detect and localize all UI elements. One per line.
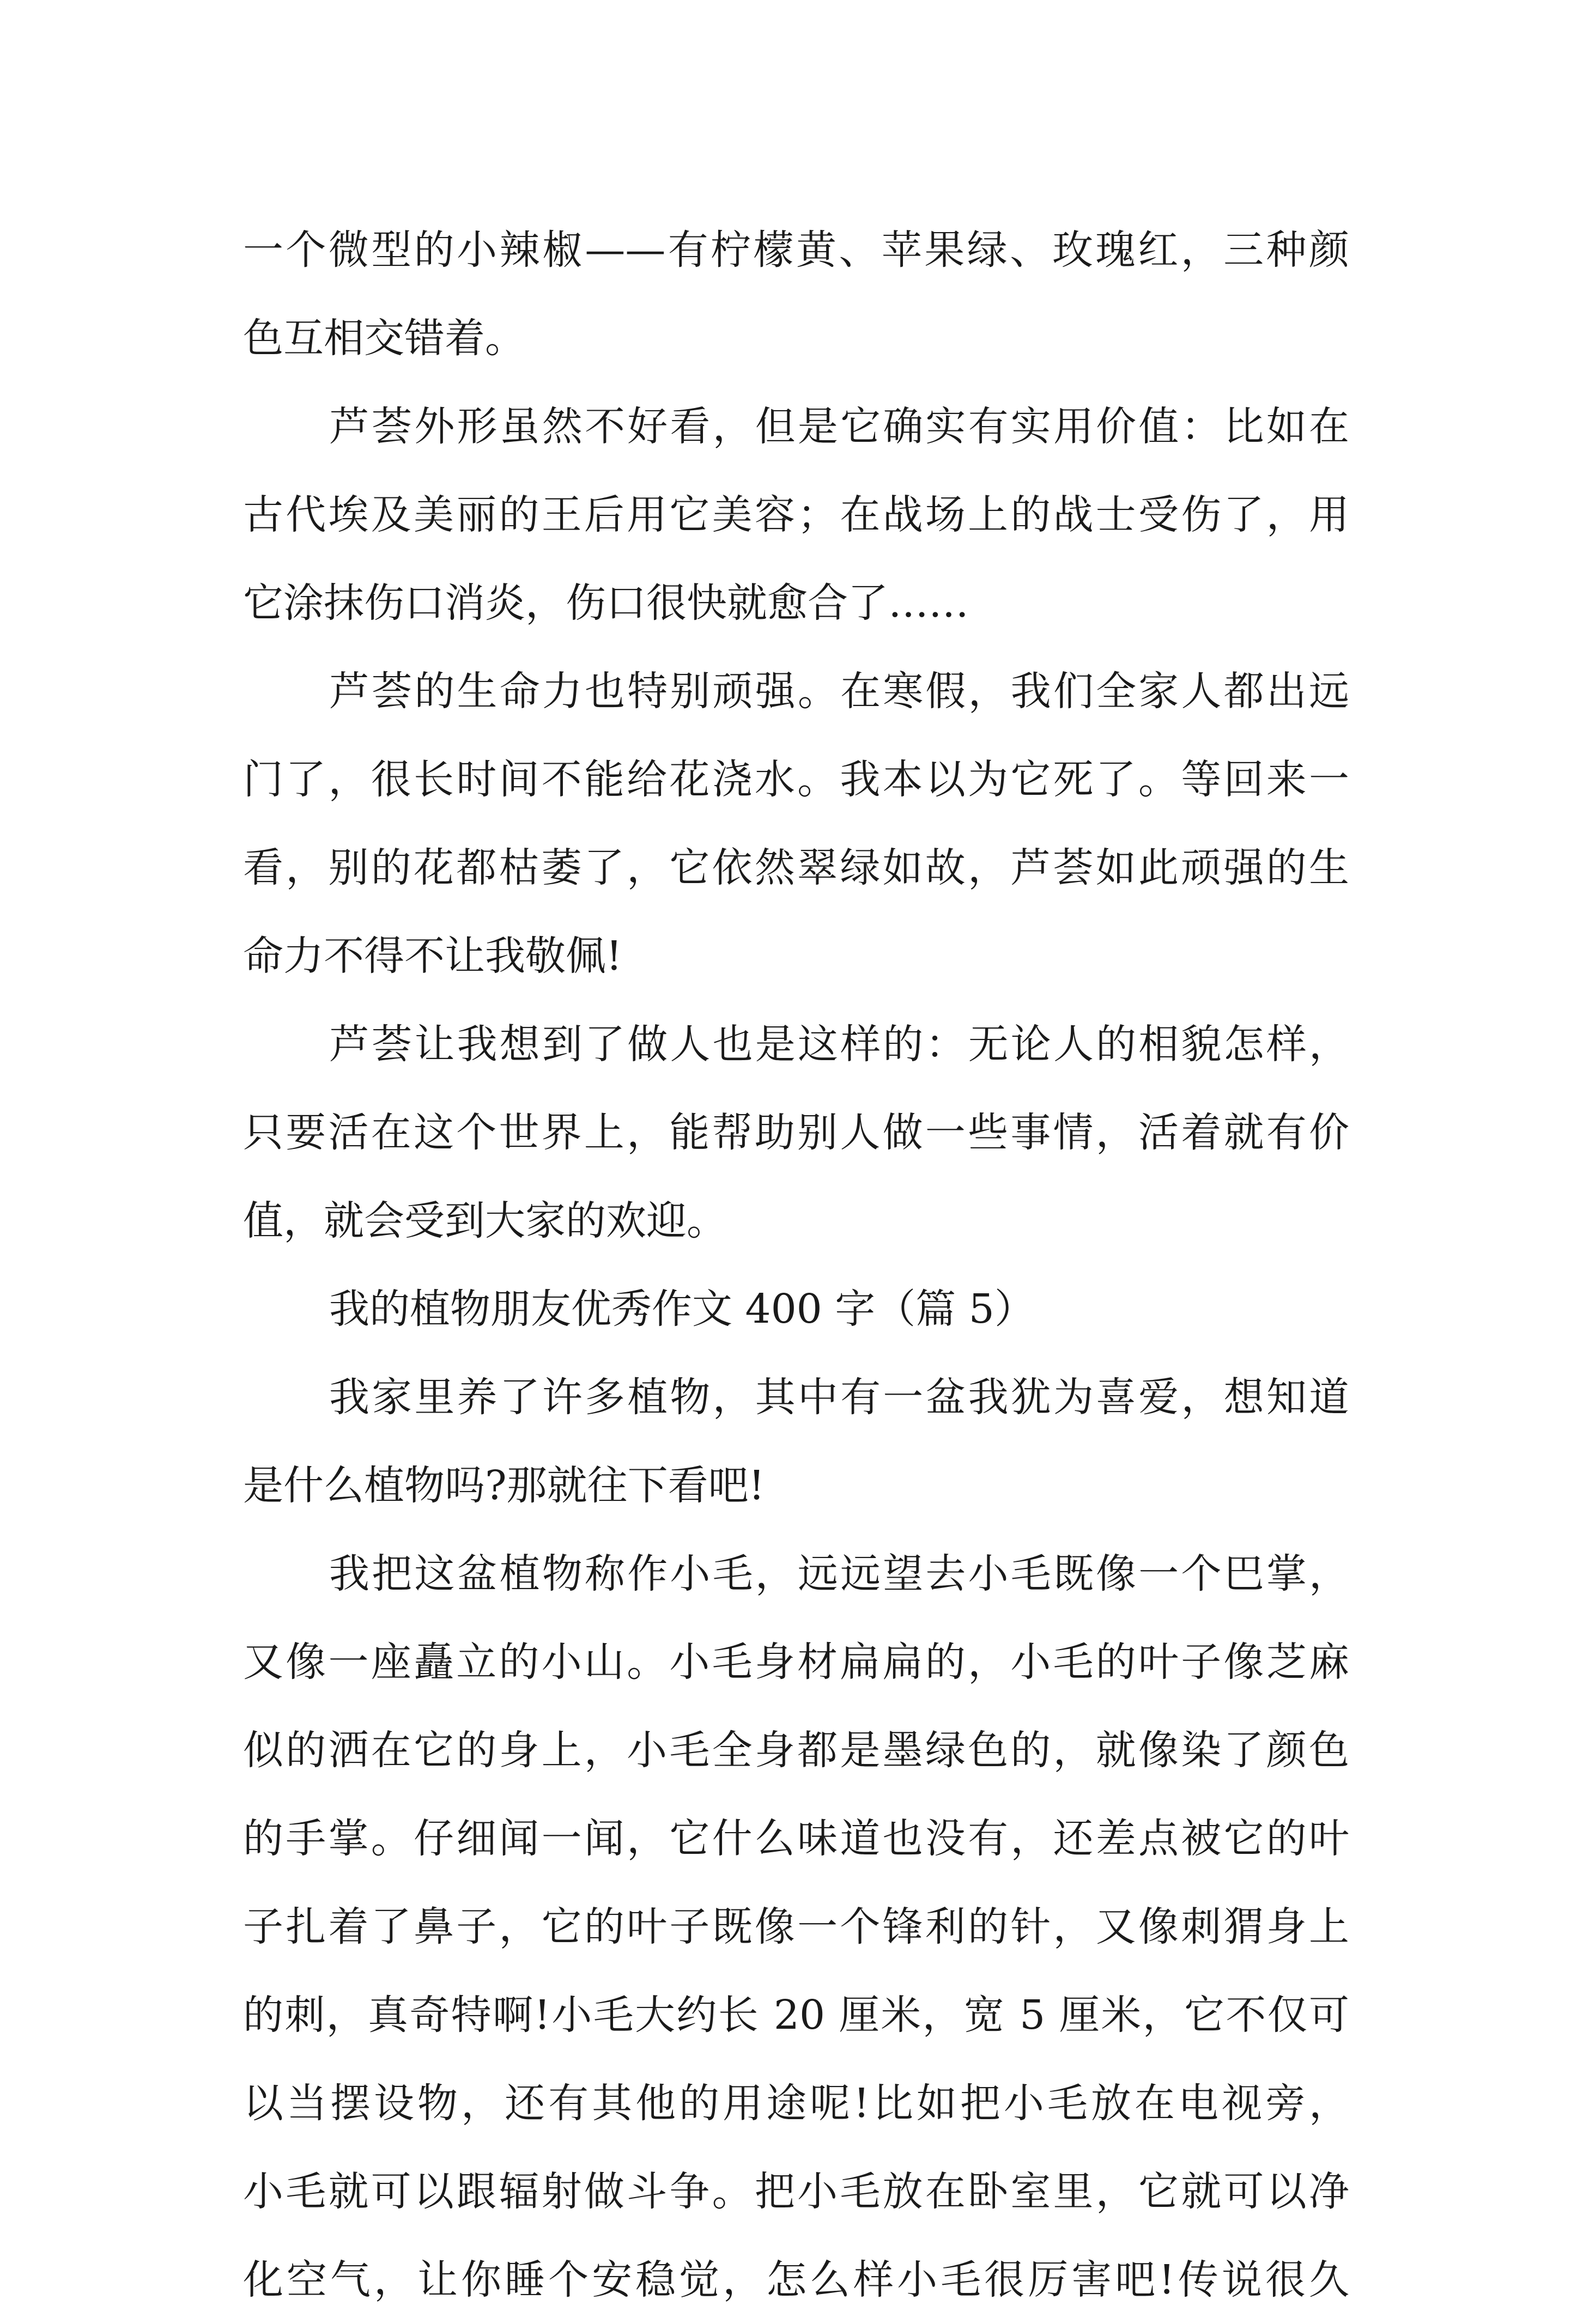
text-line: 我把这盆植物称作小毛，远远望去小毛既像一个巴掌， bbox=[329, 1550, 1349, 1597]
text-line: 看，别的花都枯萎了，它依然翠绿如故，芦荟如此顽强的生 bbox=[243, 844, 1349, 891]
text-line: 的手掌。仔细闻一闻，它什么味道也没有，还差点被它的叶 bbox=[243, 1815, 1349, 1862]
text-line: 化空气，让你睡个安稳觉，怎么样小毛很厉害吧!传说很久 bbox=[243, 2256, 1349, 2303]
text-line: 我家里养了许多植物，其中有一盆我犹为喜爱，想知道 bbox=[329, 1374, 1349, 1421]
text-line: 只要活在这个世界上，能帮助别人做一些事情，活着就有价 bbox=[243, 1109, 1349, 1156]
text-line: 芦荟外形虽然不好看，但是它确实有实用价值：比如在 bbox=[329, 403, 1349, 450]
text-line: 以当摆设物，还有其他的用途呢!比如把小毛放在电视旁， bbox=[243, 2080, 1349, 2127]
text-line: 我的植物朋友优秀作文 400 字（篇 5） bbox=[329, 1286, 1035, 1333]
text-line: 一个微型的小辣椒——有柠檬黄、苹果绿、玫瑰红，三种颜 bbox=[243, 227, 1349, 273]
text-line: 古代埃及美丽的王后用它美容；在战场上的战士受伤了，用 bbox=[243, 491, 1349, 538]
text-line: 又像一座矗立的小山。小毛身材扁扁的，小毛的叶子像芝麻 bbox=[243, 1639, 1349, 1686]
text-line: 芦荟的生命力也特别顽强。在寒假，我们全家人都出远 bbox=[329, 668, 1349, 715]
text-line: 命力不得不让我敬佩! bbox=[243, 933, 622, 980]
document-body bbox=[243, 206, 1349, 2324]
text-line: 值，就会受到大家的欢迎。 bbox=[243, 1197, 727, 1244]
text-line: 它涂抹伤口消炎，伤口很快就愈合了…… bbox=[243, 580, 969, 626]
text-line: 色互相交错着。 bbox=[243, 315, 525, 362]
text-line: 似的洒在它的身上，小毛全身都是墨绿色的，就像染了颜色 bbox=[243, 1727, 1349, 1774]
text-line: 小毛就可以跟辐射做斗争。把小毛放在卧室里，它就可以净 bbox=[243, 2168, 1349, 2215]
text-line: 门了，很长时间不能给花浇水。我本以为它死了。等回来一 bbox=[243, 756, 1349, 803]
text-line: 子扎着了鼻子，它的叶子既像一个锋利的针，又像刺猬身上 bbox=[243, 1903, 1349, 1950]
text-line: 是什么植物吗?那就往下看吧! bbox=[243, 1462, 765, 1509]
text-line: 芦荟让我想到了做人也是这样的：无论人的相貌怎样， bbox=[329, 1021, 1349, 1068]
text-line: 的刺，真奇特啊!小毛大约长 20 厘米，宽 5 厘米，它不仅可 bbox=[243, 1992, 1349, 2039]
